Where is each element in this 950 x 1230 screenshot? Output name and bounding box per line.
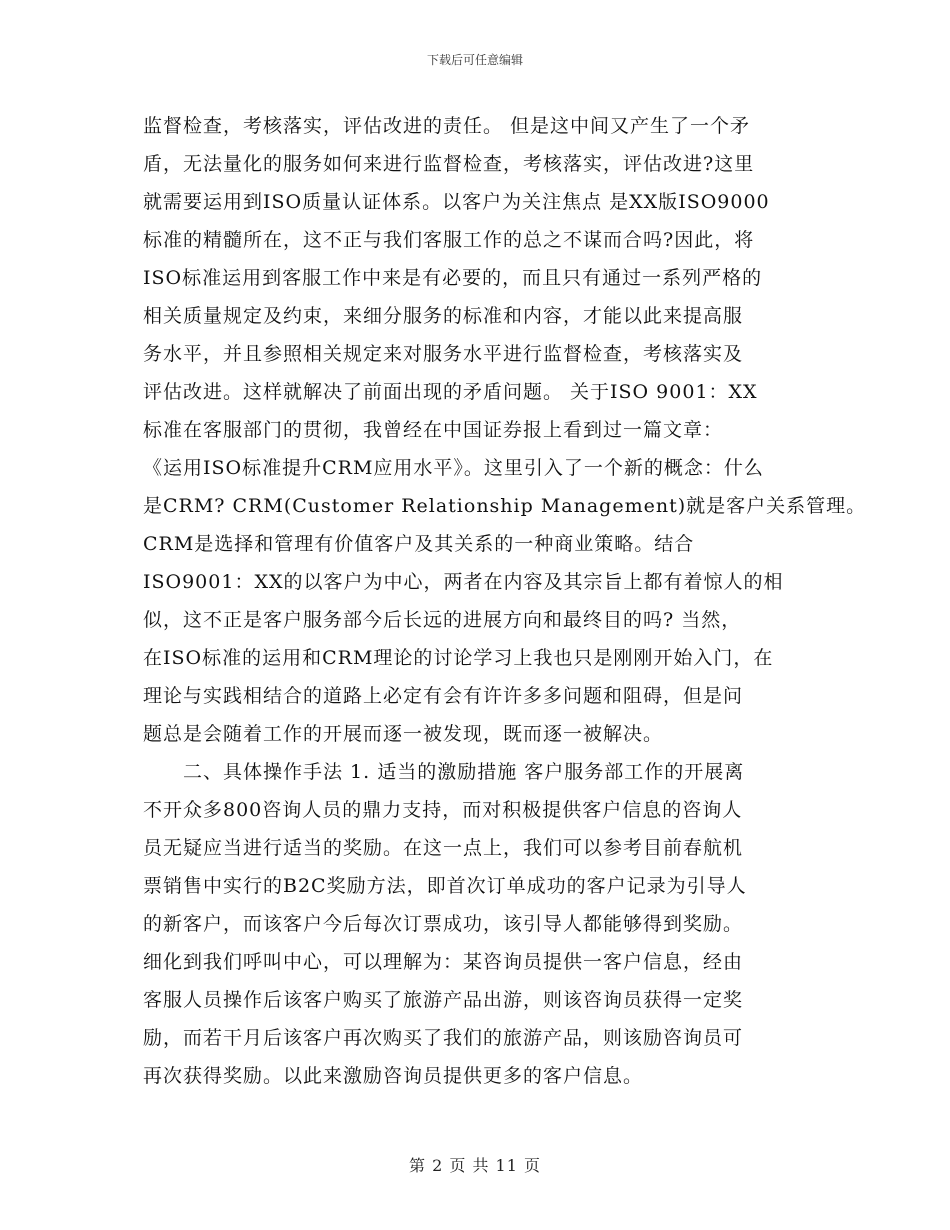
text-line: 是CRM? CRM(Customer Relationship Management)就是客户关系管理。 <box>143 495 867 517</box>
text-line: 理论与实践相结合的道路上必定有会有许许多多问题和阻碍，但是问 <box>143 685 744 707</box>
paragraph-start-line: 二、具体操作手法 1. 适当的激励措施 客户服务部工作的开展离 <box>183 761 745 783</box>
text-line: 似，这不正是客户服务部今后长远的进展方向和最终目的吗? 当然， <box>143 609 742 631</box>
text-line: 盾，无法量化的服务如何来进行监督检查，考核落实，评估改进?这里 <box>143 153 755 175</box>
page-number-footer: 第 2 页 共 11 页 <box>409 1156 541 1175</box>
text-line: 票销售中实行的B2C奖励方法，即首次订单成功的客户记录为引导人 <box>143 875 747 897</box>
text-line: 就需要运用到ISO质量认证体系。以客户为关注焦点 是XX版ISO9000 <box>143 191 770 213</box>
text-line: 细化到我们呼叫中心，可以理解为：某咨询员提供一客户信息，经由 <box>143 951 744 973</box>
text-line: 员无疑应当进行适当的奖励。在这一点上，我们可以参考目前春航机 <box>143 837 744 859</box>
text-line: 再次获得奖励。以此来激励咨询员提供更多的客户信息。 <box>143 1065 644 1087</box>
text-line: 务水平，并且参照相关规定来对服务水平进行监督检查，考核落实及 <box>143 343 744 365</box>
document-body <box>143 107 867 1095</box>
text-line: 励，而若干月后该客户再次购买了我们的旅游产品，则该励咨询员可 <box>143 1027 744 1049</box>
text-line: 的新客户，而该客户今后每次订票成功，该引导人都能够得到奖励。 <box>143 913 744 935</box>
text-line: 评估改进。这样就解决了前面出现的矛盾问题。 关于ISO 9001：XX <box>143 381 758 403</box>
text-line: CRM是选择和管理有价值客户及其关系的一种商业策略。结合 <box>143 533 695 555</box>
text-line: 不开众多800咨询人员的鼎力支持，而对积极提供客户信息的咨询人 <box>143 799 743 821</box>
text-line: 相关质量规定及约束，来细分服务的标准和内容，才能以此来提高服 <box>143 305 744 327</box>
text-line: 题总是会随着工作的开展而逐一被发现，既而逐一被解决。 <box>143 723 664 745</box>
page-header: 下载后可任意编辑 <box>426 53 523 67</box>
text-line: 标准的精髓所在，这不正与我们客服工作的总之不谋而合吗?因此，将 <box>143 229 755 251</box>
text-line: 客服人员操作后该客户购买了旅游产品出游，则该咨询员获得一定奖 <box>143 989 744 1011</box>
text-line: 标准在客服部门的贯彻，我曾经在中国证券报上看到过一篇文章： <box>143 419 724 441</box>
text-line: ISO标准运用到客服工作中来是有必要的，而且只有通过一系列严格的 <box>143 267 763 289</box>
text-line: 在ISO标准的运用和CRM理论的讨论学习上我也只是刚刚开始入门，在 <box>143 647 774 669</box>
text-line: ISO9001：XX的以客户为中心，两者在内容及其宗旨上都有着惊人的相 <box>143 571 784 593</box>
text-line: 监督检查，考核落实，评估改进的责任。 但是这中间又产生了一个矛 <box>143 115 751 137</box>
text-line: 《运用ISO标准提升CRM应用水平》。这里引入了一个新的概念：什么 <box>143 457 764 479</box>
